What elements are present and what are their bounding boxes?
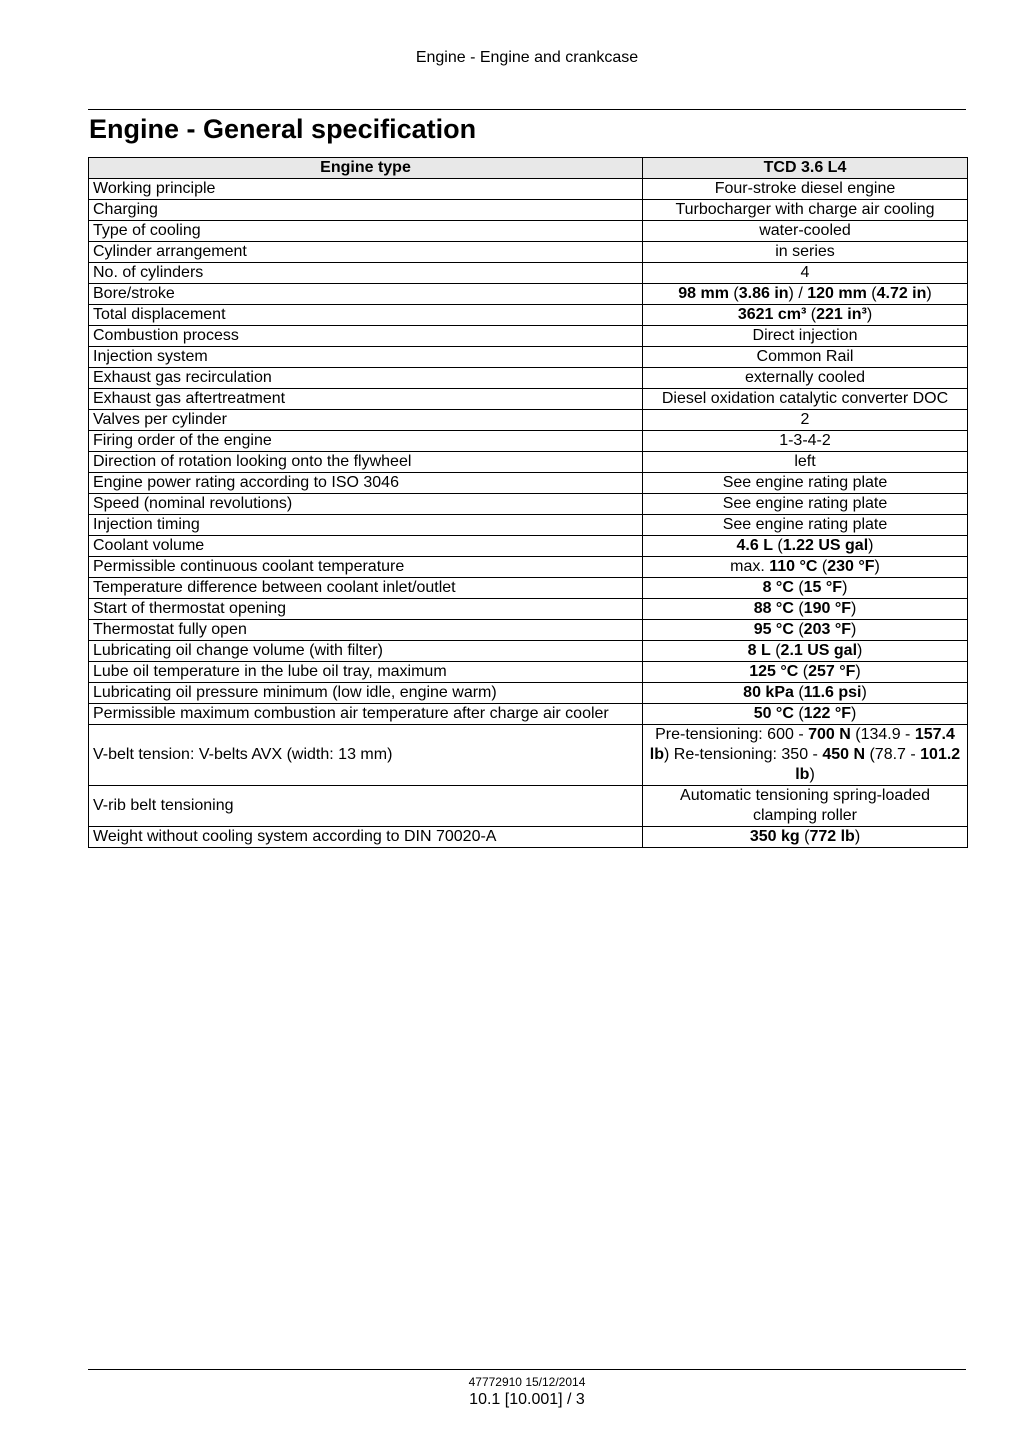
- spec-label: V-belt tension: V-belts AVX (width: 13 mm): [89, 725, 643, 786]
- spec-label: Lubricating oil pressure minimum (low idle, engine warm): [89, 683, 643, 704]
- table-row: [89, 326, 968, 347]
- spec-value: 50 °C (122 °F): [643, 704, 968, 725]
- spec-label: Speed (nominal revolutions): [89, 494, 643, 515]
- spec-label: Engine power rating according to ISO 3046: [89, 473, 643, 494]
- table-row: [89, 515, 968, 536]
- spec-label: Cylinder arrangement: [89, 242, 643, 263]
- spec-value: 98 mm (3.86 in) / 120 mm (4.72 in): [643, 284, 968, 305]
- spec-value: Diesel oxidation catalytic converter DOC: [643, 389, 968, 410]
- spec-label: Valves per cylinder: [89, 410, 643, 431]
- spec-value: 3621 cm³ (221 in³): [643, 305, 968, 326]
- header-engine-type: Engine type: [89, 158, 643, 179]
- spec-value: water-cooled: [643, 221, 968, 242]
- spec-label: Permissible continuous coolant temperature: [89, 557, 643, 578]
- table-row: [89, 452, 968, 473]
- spec-label: Firing order of the engine: [89, 431, 643, 452]
- spec-value: Turbocharger with charge air cooling: [643, 200, 968, 221]
- running-header: Engine - Engine and crankcase: [415, 49, 639, 66]
- spec-value: 2: [643, 410, 968, 431]
- spec-label: Exhaust gas recirculation: [89, 368, 643, 389]
- spec-value: max. 110 °C (230 °F): [643, 557, 968, 578]
- spec-label: Lubricating oil change volume (with filter): [89, 641, 643, 662]
- spec-value: 80 kPa (11.6 psi): [643, 683, 968, 704]
- spec-table: [88, 157, 968, 848]
- spec-label: Coolant volume: [89, 536, 643, 557]
- table-row: [89, 683, 968, 704]
- spec-label: Temperature difference between coolant inlet/outlet: [89, 578, 643, 599]
- table-row: [89, 662, 968, 683]
- spec-value: Direct injection: [643, 326, 968, 347]
- spec-label: Charging: [89, 200, 643, 221]
- table-row: [89, 284, 968, 305]
- spec-value: 4: [643, 263, 968, 284]
- page-title: Engine - General specification: [89, 114, 477, 144]
- spec-value: Pre-tensioning: 600 - 700 N (134.9 - 157.4 lb) Re-tensioning: 350 - 450 N (78.7 - 101.2 lb): [643, 725, 968, 786]
- spec-value: 95 °C (203 °F): [643, 620, 968, 641]
- table-row: [89, 242, 968, 263]
- table-row: [89, 536, 968, 557]
- table-header-row: [89, 158, 968, 179]
- spec-label: Thermostat fully open: [89, 620, 643, 641]
- table-row: [89, 200, 968, 221]
- table-row: [89, 347, 968, 368]
- table-row: [89, 494, 968, 515]
- spec-value: 4.6 L (1.22 US gal): [643, 536, 968, 557]
- spec-value: Four-stroke diesel engine: [643, 179, 968, 200]
- table-row: [89, 368, 968, 389]
- table-row: [89, 641, 968, 662]
- table-row: [89, 221, 968, 242]
- table-row: [89, 305, 968, 326]
- spec-label: Start of thermostat opening: [89, 599, 643, 620]
- table-row: [89, 827, 968, 848]
- table-row: [89, 599, 968, 620]
- table-row: [89, 389, 968, 410]
- spec-value: 8 L (2.1 US gal): [643, 641, 968, 662]
- table-row: [89, 410, 968, 431]
- spec-value: left: [643, 452, 968, 473]
- header-model: TCD 3.6 L4: [643, 158, 968, 179]
- spec-label: Type of cooling: [89, 221, 643, 242]
- spec-label: No. of cylinders: [89, 263, 643, 284]
- spec-label: Weight without cooling system according to DIN 70020-A: [89, 827, 643, 848]
- table-row: [89, 786, 968, 827]
- spec-label: Combustion process: [89, 326, 643, 347]
- table-row: [89, 704, 968, 725]
- table-row: [89, 725, 968, 786]
- spec-label: Direction of rotation looking onto the flywheel: [89, 452, 643, 473]
- table-row: [89, 557, 968, 578]
- table-row: [89, 620, 968, 641]
- page-number: 10.1 [10.001] / 3: [469, 1391, 585, 1408]
- spec-label: Injection timing: [89, 515, 643, 536]
- document-code: 47772910 15/12/2014: [468, 1375, 586, 1389]
- table-row: [89, 473, 968, 494]
- spec-value: Automatic tensioning spring-loaded clamping roller: [643, 786, 968, 827]
- spec-value: 1-3-4-2: [643, 431, 968, 452]
- table-row: [89, 179, 968, 200]
- spec-label: Permissible maximum combustion air temperature after charge air cooler: [89, 704, 643, 725]
- table-row: [89, 431, 968, 452]
- spec-value: 350 kg (772 lb): [643, 827, 968, 848]
- spec-value: externally cooled: [643, 368, 968, 389]
- spec-value: 8 °C (15 °F): [643, 578, 968, 599]
- spec-label: Working principle: [89, 179, 643, 200]
- spec-value: in series: [643, 242, 968, 263]
- spec-value: See engine rating plate: [643, 473, 968, 494]
- spec-value: See engine rating plate: [643, 494, 968, 515]
- spec-value: 125 °C (257 °F): [643, 662, 968, 683]
- top-divider: [88, 109, 966, 110]
- spec-value: Common Rail: [643, 347, 968, 368]
- bottom-divider: [88, 1369, 966, 1370]
- spec-label: Injection system: [89, 347, 643, 368]
- spec-value: See engine rating plate: [643, 515, 968, 536]
- spec-label: Bore/stroke: [89, 284, 643, 305]
- spec-value: 88 °C (190 °F): [643, 599, 968, 620]
- table-row: [89, 263, 968, 284]
- spec-label: Total displacement: [89, 305, 643, 326]
- spec-label: V-rib belt tensioning: [89, 786, 643, 827]
- table-row: [89, 578, 968, 599]
- spec-label: Exhaust gas aftertreatment: [89, 389, 643, 410]
- spec-label: Lube oil temperature in the lube oil tray, maximum: [89, 662, 643, 683]
